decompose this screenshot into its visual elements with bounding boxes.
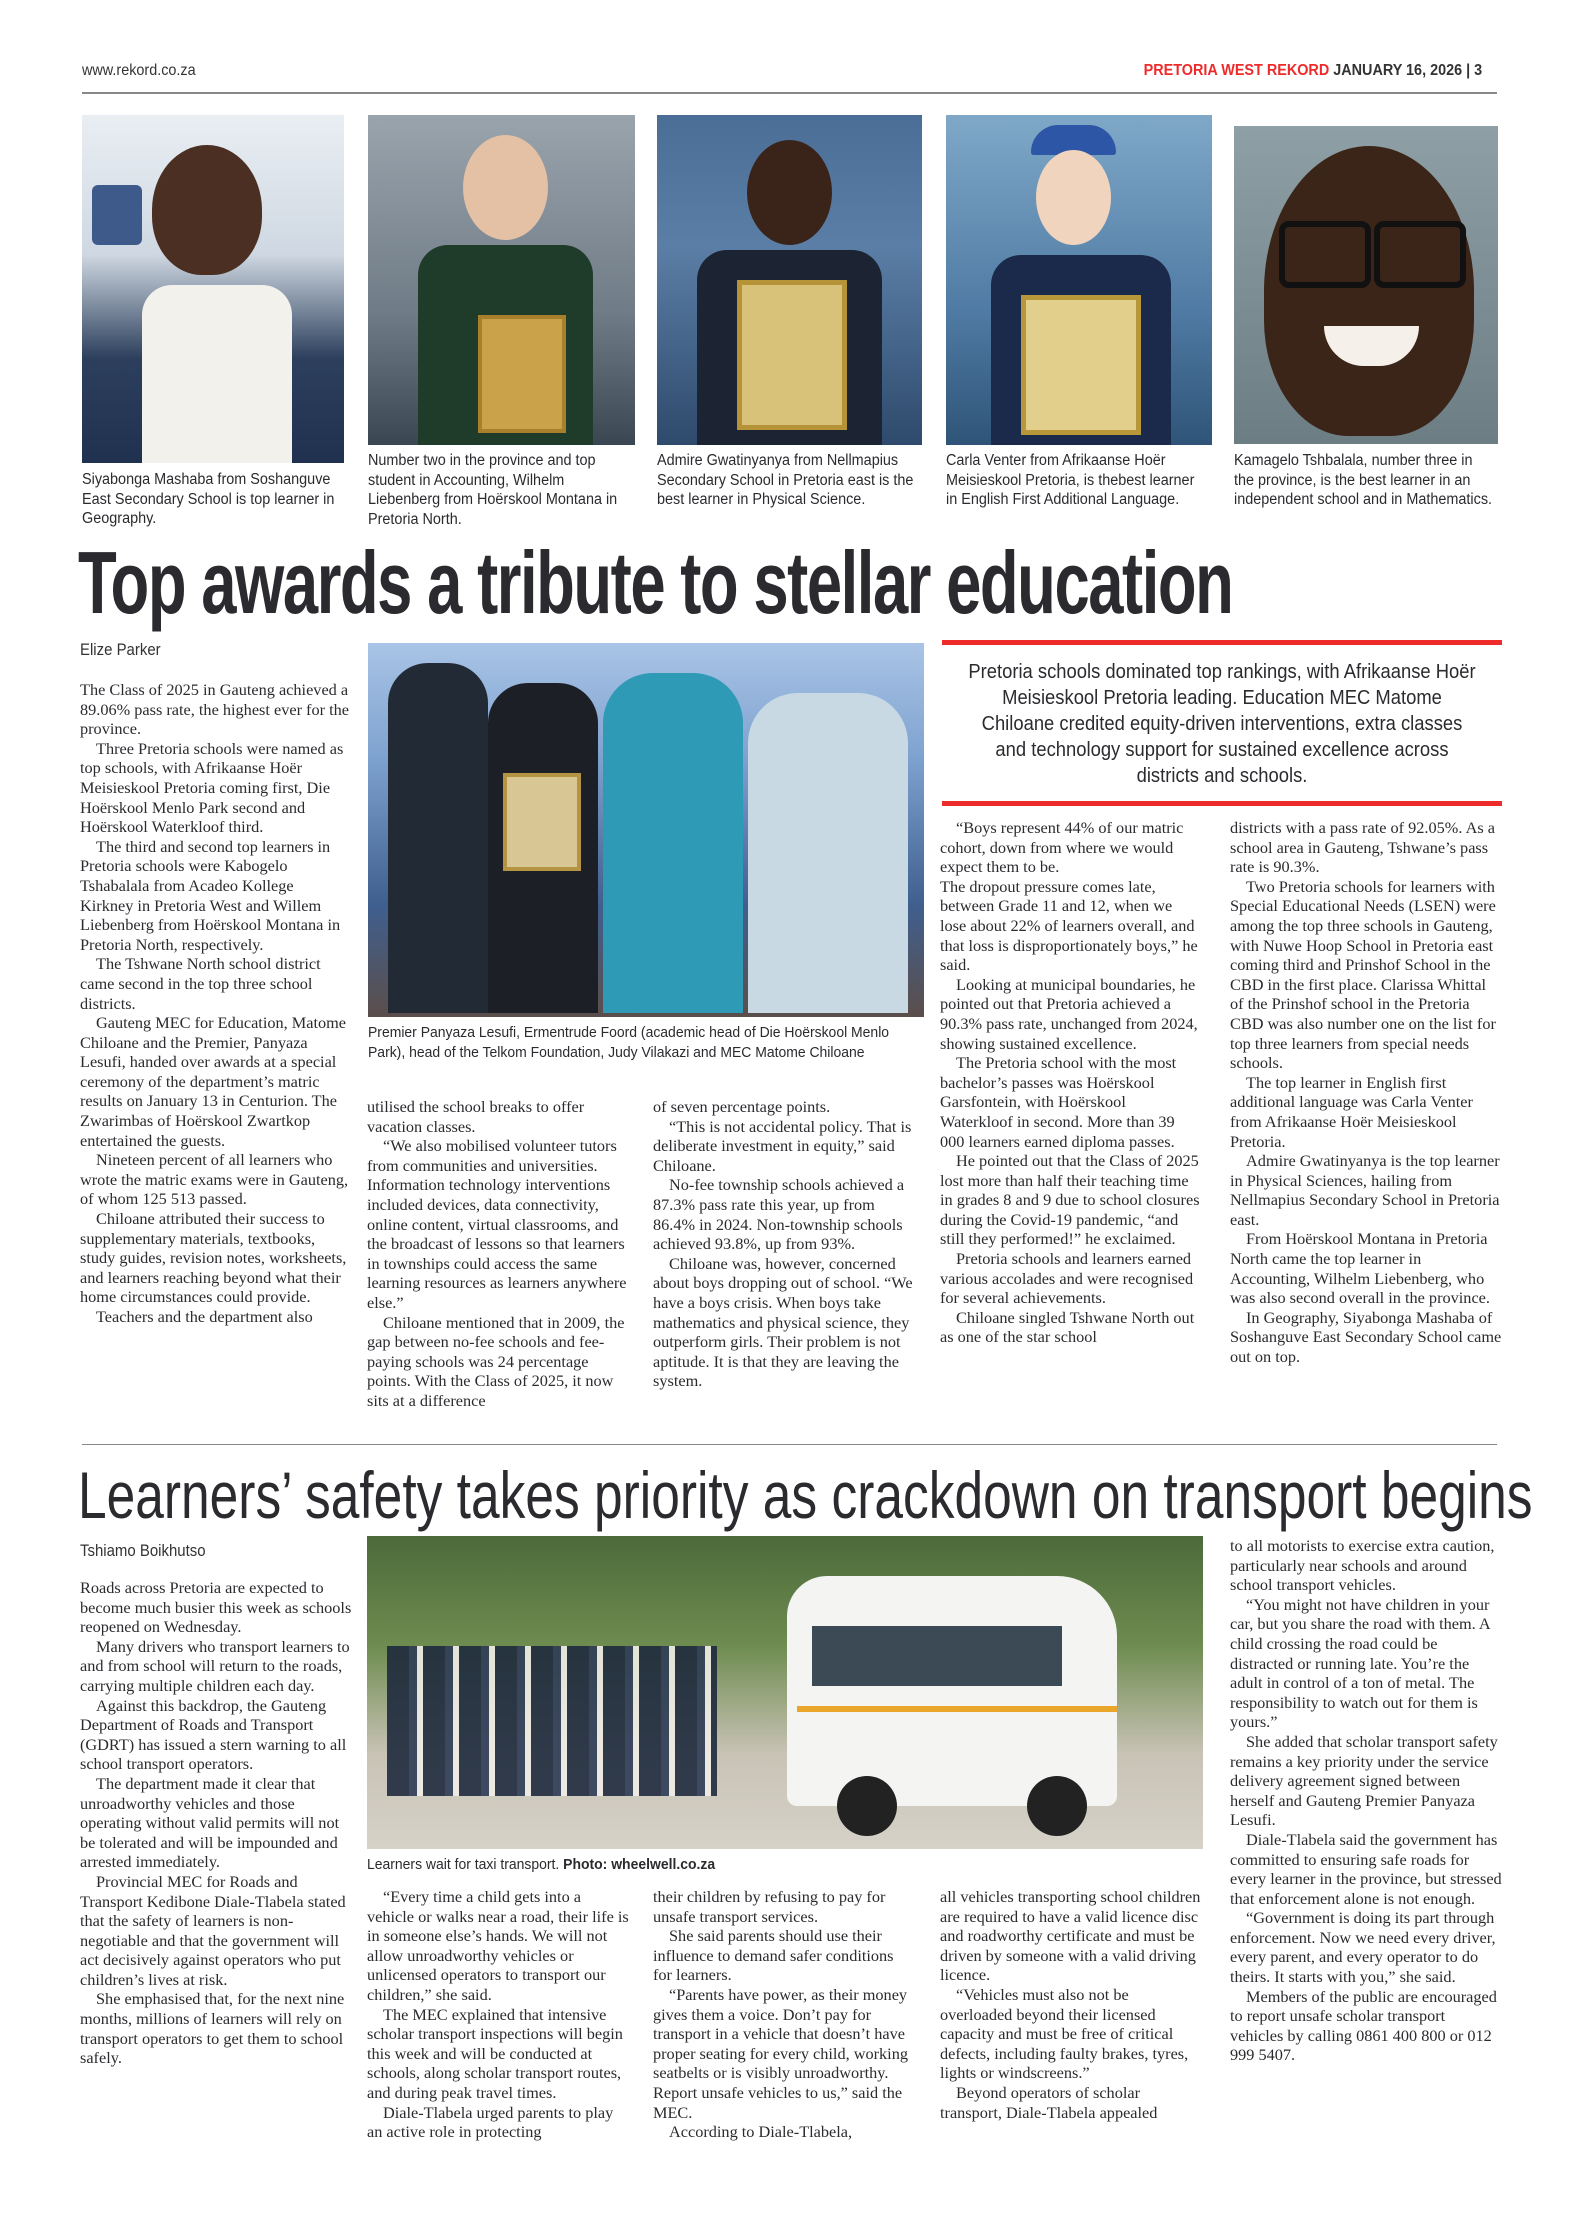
article-column-4 [940, 818, 1202, 1347]
article-column-1 [80, 1578, 352, 2068]
paragraph: Nineteen percent of all learners who wrote the matric exams were in Gauteng, of whom 125 513 passed. [80, 1150, 349, 1209]
article-column-2 [367, 1887, 629, 2142]
paragraph: The MEC explained that intensive scholar transport inspections will begin this week and will be conducted at schools, along scholar transport routes, and during peak travel times. [367, 2004, 623, 2102]
paragraph: “Parents have power, as their money gives them a voice. Don’t pay for transport in a vehicle that doesn’t have proper seating for every child, working seatbelts or is visibly unroadworthy. Report unsafe vehicles to us,” said the MEC. [653, 1984, 908, 2122]
byline: Elize Parker [80, 640, 161, 659]
paragraph: The Tshwane North school district came second in the top three school districts. [80, 954, 321, 1013]
paragraph: Teachers and the department also [96, 1307, 313, 1326]
paragraph: Chiloane was, however, concerned about boys dropping out of school. “We have a boys crisis. When boys take mathematics and physical science, they outperform girls. Their problem is not aptitude. It is that they are leaving the system. [653, 1253, 913, 1391]
issue-date: JANUARY 16, 2026 [1333, 62, 1462, 79]
section-divider [82, 1444, 1497, 1445]
paragraph: Chiloane mentioned that in 2009, the gap between no-fee schools and fee-paying schools was 24 percentage points. With the Class of 2025, it now sits at a difference [367, 1312, 625, 1410]
paragraph: “Every time a child gets into a vehicle or walks near a road, their life is in someone else’s hands. We will not allow unroadworthy vehicles or unlicensed operators to transport our children,” she said. [367, 1887, 629, 2004]
paragraph: Looking at municipal boundaries, he pointed out that Pretoria achieved a 90.3% pass rate, unchanged from 2024, showing sustained excellence. [940, 974, 1198, 1053]
article-column-5 [1230, 1536, 1502, 2065]
photo-award-ceremony [368, 643, 924, 1017]
article-column-2 [367, 1097, 629, 1411]
article-column-4 [940, 1887, 1202, 2122]
publication-name: PRETORIA WEST REKORD [1143, 62, 1330, 79]
photo-wilhelm-liebenberg [368, 115, 635, 445]
paragraph: Chiloane attributed their success to supplementary materials, textbooks, study guides, revision notes, worksheets, and learners reaching beyond what their home circumstances could provide. [80, 1209, 347, 1307]
paragraph: The third and second top learners in Pretoria schools were Kabogelo Tshabalala from Acadeo Kollege Kirkney in Pretoria West and Willem Liebenberg from Hoërskool Montana in Pretoria North, respectively. [80, 836, 341, 954]
red-rule-bottom [942, 801, 1502, 806]
paragraph: She added that scholar transport safety remains a key priority under the service delivery agreement signed between herself and Gauteng Premier Panyaza Lesufi. [1230, 1731, 1498, 1830]
paragraph: Admire Gwatinyanya is the top learner in Physical Sciences, hailing from Nellmapius Secondary School in Pretoria east. [1230, 1151, 1500, 1229]
paragraph: districts with a pass rate of 92.05%. As a school area in Gauteng, Tshwane’s pass rate is 90.3%. [1230, 818, 1495, 877]
photo-credit: Photo: wheelwell.co.za [563, 1856, 716, 1873]
article-column-1 [80, 680, 350, 1327]
paragraph: In Geography, Siyabonga Mashaba of Soshanguve East Secondary School came out on top. [1230, 1307, 1502, 1367]
paragraph: She said parents should use their influence to demand safer conditions for learners. [653, 1926, 894, 1985]
photo-caption: Number two in the province and top student in Accounting, Wilhelm Liebenberg from Hoërskool Montana in Pretoria North. [368, 452, 618, 528]
header-rule [82, 92, 1497, 94]
paragraph: to all motorists to exercise extra caution, particularly near schools and around school transport vehicles. [1230, 1536, 1495, 1595]
article-headline: Top awards a tribute to stellar education [78, 533, 1233, 632]
article-headline: Learners’ safety takes priority as crackdown on transport begins [78, 1458, 1533, 1532]
backdrop-text [558, 653, 918, 693]
paragraph: The dropout pressure comes late, between Grade 11 and 12, when we lose about 22% of learners overall, and that loss is disproportionately boys,” he said. [940, 876, 1198, 975]
article-column-3 [653, 1097, 915, 1391]
paragraph: of seven percentage points. [653, 1097, 831, 1116]
article-column-3 [653, 1887, 915, 2142]
photo-caption: Kamagelo Tshbalala, number three in the province, is the best learner in an independent school and in Mathematics. [1234, 452, 1493, 508]
photo-caption: Carla Venter from Afrikaanse Hoër Meisieskool Pretoria, is thebest learner in English First Additional Language. [946, 452, 1195, 508]
paragraph: “Government is doing its part through enforcement. Now we need every driver, every parent, and every operator to do theirs. It starts with you,” she said. [1230, 1908, 1496, 1987]
paragraph: Members of the public are encouraged to report unsafe scholar transport vehicles by calling 0861 400 800 or 012 999 5407. [1230, 1986, 1497, 2065]
paragraph: “Boys represent 44% of our matric cohort, down from where we would expect them to be. [940, 818, 1184, 877]
byline: Tshiamo Boikhutso [80, 1541, 206, 1560]
paragraph: “Vehicles must also not be overloaded beyond their licensed capacity and must be free of critical defects, including faulty brakes, tyres, lights or windscreens.” [940, 1984, 1189, 2083]
paragraph: Chiloane singled Tshwane North out as one of the star school [940, 1307, 1195, 1347]
paragraph: “We also mobilised volunteer tutors from communities and universities. Information technology interventions included devices, data connectivity, online content, virtual classrooms, and the broadcast of lessons so that learners in townships could access the same learning resources as learners anywhere else.” [367, 1136, 627, 1312]
paragraph: The Pretoria school with the most bachelor’s passes was Hoërskool Garsfontein, with Hoërskool Waterkloof in second. More than 39 000 learners earned diploma passes. [940, 1053, 1177, 1151]
paragraph: Many drivers who transport learners to and from school will return to the roads, carrying multiple children each day. [80, 1636, 350, 1695]
page-number: 3 [1473, 62, 1482, 79]
standfirst-text: Pretoria schools dominated top rankings, with Afrikaanse Hoër Meisieskool Pretoria leading. Education MEC Matome Chiloane credited equity-driven interventions, extra classes and technology support for sustained excellence across districts and schools. [968, 661, 1476, 787]
article-column-5 [1230, 818, 1502, 1367]
photo-carla-venter [946, 115, 1212, 445]
paragraph: Gauteng MEC for Education, Matome Chiloane and the Premier, Panyaza Lesufi, handed over awards at a special ceremony of the department’s matric results on January 13 in Centurion. The Zwarimbas of Hoërskool Zwartkop entertained the guests. [80, 1013, 347, 1150]
paragraph: “You might not have children in your car, but you share the road with them. A child crossing the road could be distracted or running late. You’re the adult in control of a ton of metal. The responsibility to watch out for them is yours.” [1230, 1594, 1490, 1732]
paragraph: According to Diale-Tlabela, [669, 2122, 853, 2142]
photo-siyabonga-mashaba [82, 115, 344, 463]
photo-caption: Admire Gwatinyanya from Nellmapius Secondary School in Pretoria east is the best learner in Physical Science. [657, 452, 914, 508]
paragraph: their children by refusing to pay for unsafe transport services. [653, 1887, 886, 1926]
paragraph: Three Pretoria schools were named as top schools, with Afrikaanse Hoër Meisieskool Pretoria coming first, Die Hoërskool Menlo Park second and Hoërskool Waterkloof third. [80, 738, 344, 837]
paragraph: The Class of 2025 in Gauteng achieved a 89.06% pass rate, the highest ever for the province. [80, 680, 350, 739]
photo-caption: Siyabonga Mashaba from Soshanguve East Secondary School is top learner in Geography. [82, 471, 335, 527]
paragraph: He pointed out that the Class of 2025 lost more than half their teaching time in grades 8 and 9 due to school closures during the Covid-19 pandemic, “and still they performed!” he exclaimed. [940, 1151, 1200, 1249]
paragraph: utilised the school breaks to offer vacation classes. [367, 1097, 585, 1136]
paragraph: “This is not accidental policy. That is deliberate investment in equity,” said Chiloane. [653, 1116, 912, 1175]
standfirst [942, 640, 1502, 806]
paragraph: Provincial MEC for Roads and Transport Kedibone Diale-Tlabela stated that the safety of learners is non-negotiable and that the government will act decisively against operators who put children’s lives at risk. [80, 1871, 346, 1989]
caption-text: Learners wait for taxi transport. [367, 1856, 560, 1873]
paragraph: Diale-Tlabela urged parents to play an active role in protecting [367, 2102, 614, 2142]
header-separator: | [1465, 62, 1470, 79]
page-header [1143, 62, 1482, 80]
paragraph: all vehicles transporting school children are required to have a valid licence disc and roadworthy certificate and must be driven by someone with a valid driving licence. [940, 1887, 1201, 1985]
photo-kamagelo-tshbalala [1234, 126, 1498, 444]
paragraph: The department made it clear that unroadworthy vehicles and those operating without valid permits will not be tolerated and will be impounded and arrested immediately. [80, 1773, 340, 1872]
paragraph: She emphasised that, for the next nine months, millions of learners will rely on transport operators to get them to school safely. [80, 1989, 345, 2068]
paragraph: Pretoria schools and learners earned various accolades and were recognised for several achievements. [940, 1249, 1194, 1308]
paragraph: Beyond operators of scholar transport, Diale-Tlabela appealed [940, 2082, 1158, 2122]
photo-caption [367, 1855, 925, 1875]
paragraph: From Hoërskool Montana in Pretoria North came the top learner in Accounting, Wilhelm Liebenberg, who was also second overall in the province. [1230, 1229, 1490, 1308]
photo-learners-waiting-taxi [367, 1536, 1203, 1849]
paragraph: No-fee township schools achieved a 87.3% pass rate this year, up from 86.4% in 2024. Non-township schools achieved 93.8%, up from 93%. [653, 1175, 905, 1254]
paragraph: The top learner in English first additional language was Carla Venter from Afrikaanse Hoër Meisieskool Pretoria. [1230, 1072, 1473, 1151]
photo-admire-gwatinyanya [657, 115, 922, 445]
website-url[interactable]: www.rekord.co.za [82, 62, 196, 79]
paragraph: Roads across Pretoria are expected to become much busier this week as schools reopened on Wednesday. [80, 1578, 352, 1637]
paragraph: Against this backdrop, the Gauteng Department of Roads and Transport (GDRT) has issued a stern warning to all school transport operators. [80, 1695, 347, 1774]
photo-caption: Premier Panyaza Lesufi, Ermentrude Foord (academic head of Die Hoërskool Menlo Park), head of the Telkom Foundation, Judy Vilakazi and MEC Matome Chiloane [368, 1024, 890, 1061]
paragraph: Two Pretoria schools for learners with Special Educational Needs (LSEN) were among the top three schools in Gauteng, with Nuwe Hoop School in Pretoria east coming third and Prinshof School in the CBD in the first place. Clarissa Whittal of the Prinshof school in the Pretoria CBD was also number one on the list for top three learners from special needs schools. [1230, 876, 1496, 1073]
paragraph: Diale-Tlabela said the government has committed to ensuring safe roads for every learner in the province, but stressed that enforcement alone is not enough. [1230, 1829, 1502, 1908]
